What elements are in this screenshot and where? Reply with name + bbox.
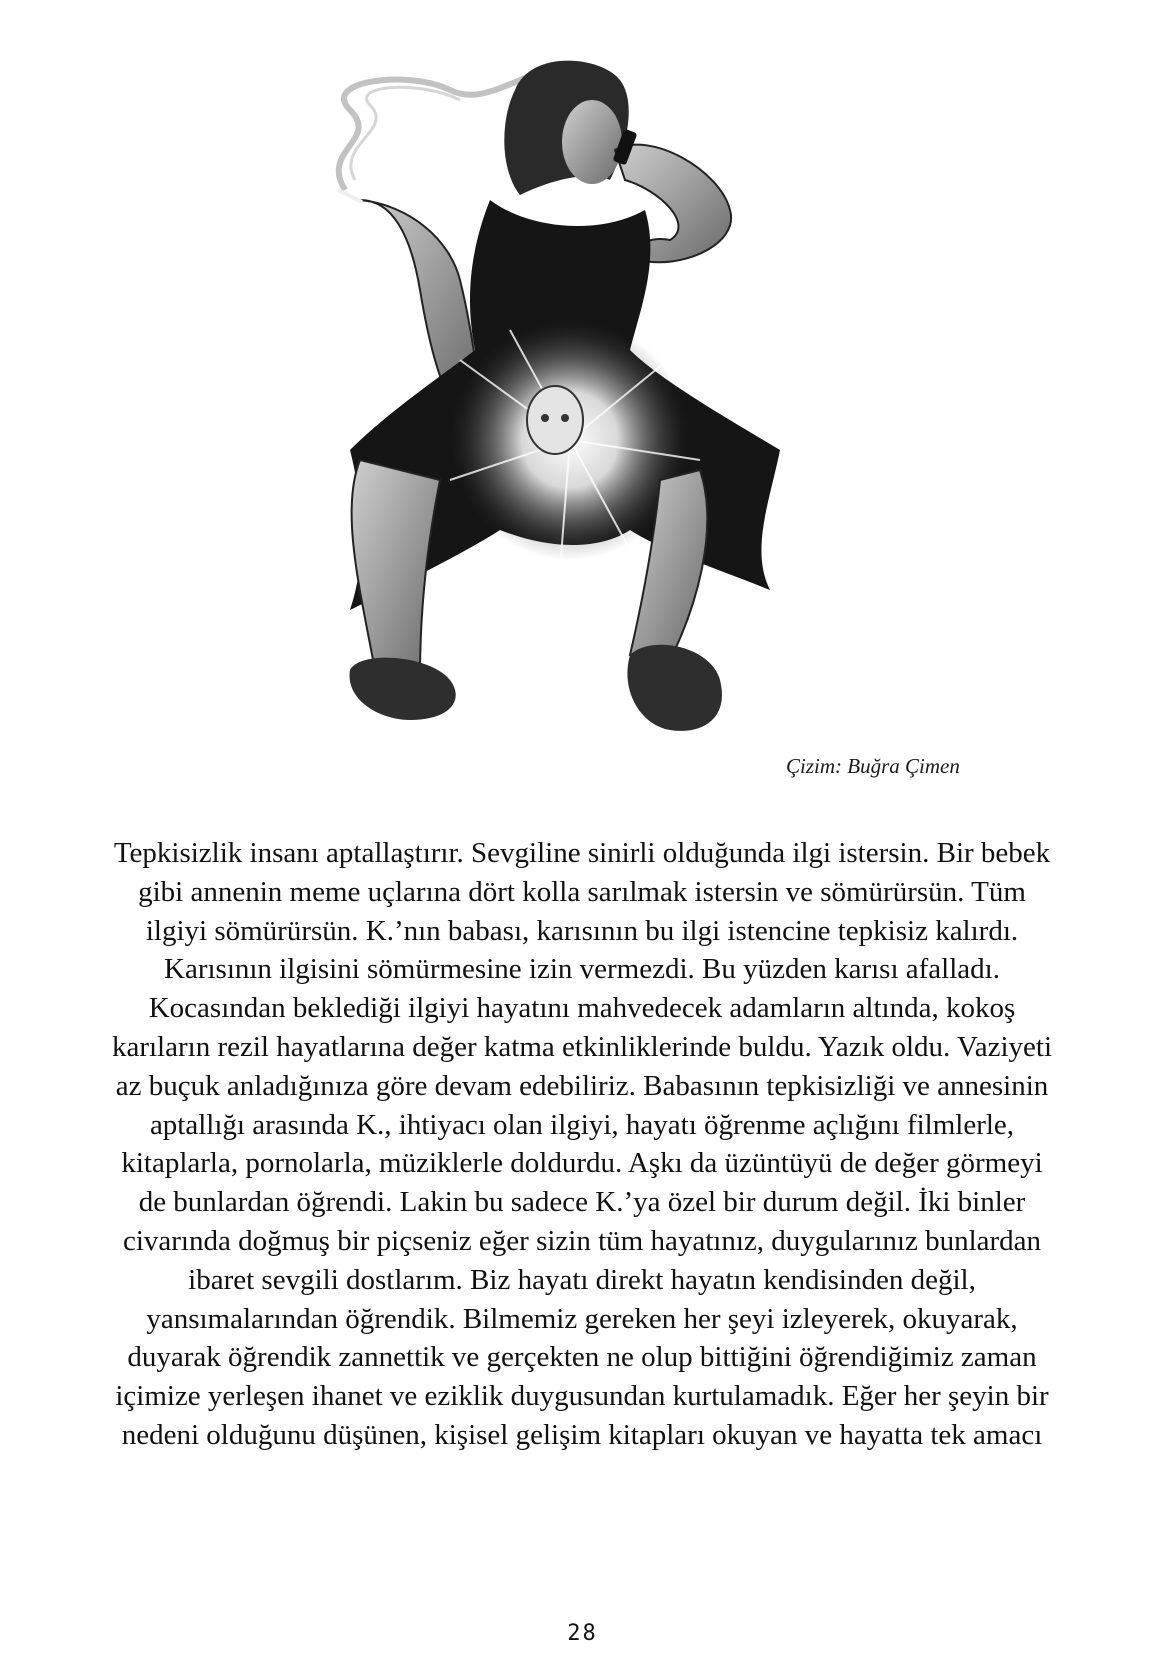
woman-illustration-svg: [300, 30, 860, 765]
text-line: az buçuk anladığınıza göre devam edebiliriz. Babasının tepkisizliği ve annesinin: [115, 1069, 1049, 1102]
text-line: yansımalarından öğrendik. Bilmemiz gereken her şeyi izleyerek, okuyarak,: [146, 1302, 1018, 1335]
left-shoe: [350, 658, 456, 720]
page-number: 28: [567, 1621, 598, 1646]
baby-head: [527, 386, 583, 454]
text-line: Kocasından beklediği ilgiyi hayatını mahvedecek adamların altında, kokoş: [148, 992, 1016, 1025]
woman-illustration: [300, 30, 860, 765]
illustration-caption: Çizim: Buğra Çimen: [786, 754, 960, 778]
smoke-wisp-2: [351, 87, 460, 180]
text-line: kitaplarla, pornolarla, müziklerle doldurdu. Aşkı da üzüntüyü de değer görmeyi: [121, 1147, 1043, 1180]
text-line: duyarak öğrendik zannettik ve gerçekten ne olup bittiğini öğrendiğimiz zaman: [127, 1341, 1037, 1374]
cigarette: [338, 190, 362, 202]
text-line: karıların rezil hayatlarına değer katma etkinliklerinde buldu. Yazık oldu. Vaziyeti: [111, 1030, 1053, 1063]
text-line: ibaret sevgili dostlarım. Biz hayatı direkt hayatın kendisinden değil,: [188, 1263, 976, 1296]
text-line: Karısının ilgisini sömürmesine izin vermezdi. Bu yüzden karısı afalladı.: [164, 953, 1000, 986]
text-line: Tepkisizlik insanı aptallaştırır. Sevgiline sinirli olduğunda ilgi istersin. Bir bebek: [113, 837, 1051, 869]
text-line: de bunlardan öğrendi. Lakin bu sadece K.’ya özel bir durum değil. İki binler: [138, 1186, 1026, 1219]
text-line: nedeni olduğunu düşünen, kişisel gelişim kitapları okuyan ve hayatta tek amacı: [121, 1418, 1043, 1451]
body-paragraph: [32, 834, 1132, 1455]
face: [562, 100, 622, 184]
text-line: içimize yerleşen ihanet ve eziklik duygusundan kurtulamadık. Eğer her şeyin bir: [115, 1380, 1049, 1413]
right-shoe: [627, 645, 722, 731]
text-line: aptallığı arasında K., ihtiyacı olan ilgiyi, hayatı öğrenme açlığını filmlerle,: [149, 1108, 1015, 1141]
left-leg: [352, 460, 440, 675]
text-line: civarında doğmuş bir piçseniz eğer sizin tüm hayatınız, duygularınız bunlardan: [122, 1224, 1042, 1257]
text-line: ilgiyi sömürürsün. K.’nın babası, karısının bu ilgi istencine tepkisiz kalırdı.: [145, 914, 1019, 947]
text-line: gibi annenin meme uçlarına dört kolla sarılmak istersin ve sömürürsün. Tüm: [138, 875, 1026, 908]
